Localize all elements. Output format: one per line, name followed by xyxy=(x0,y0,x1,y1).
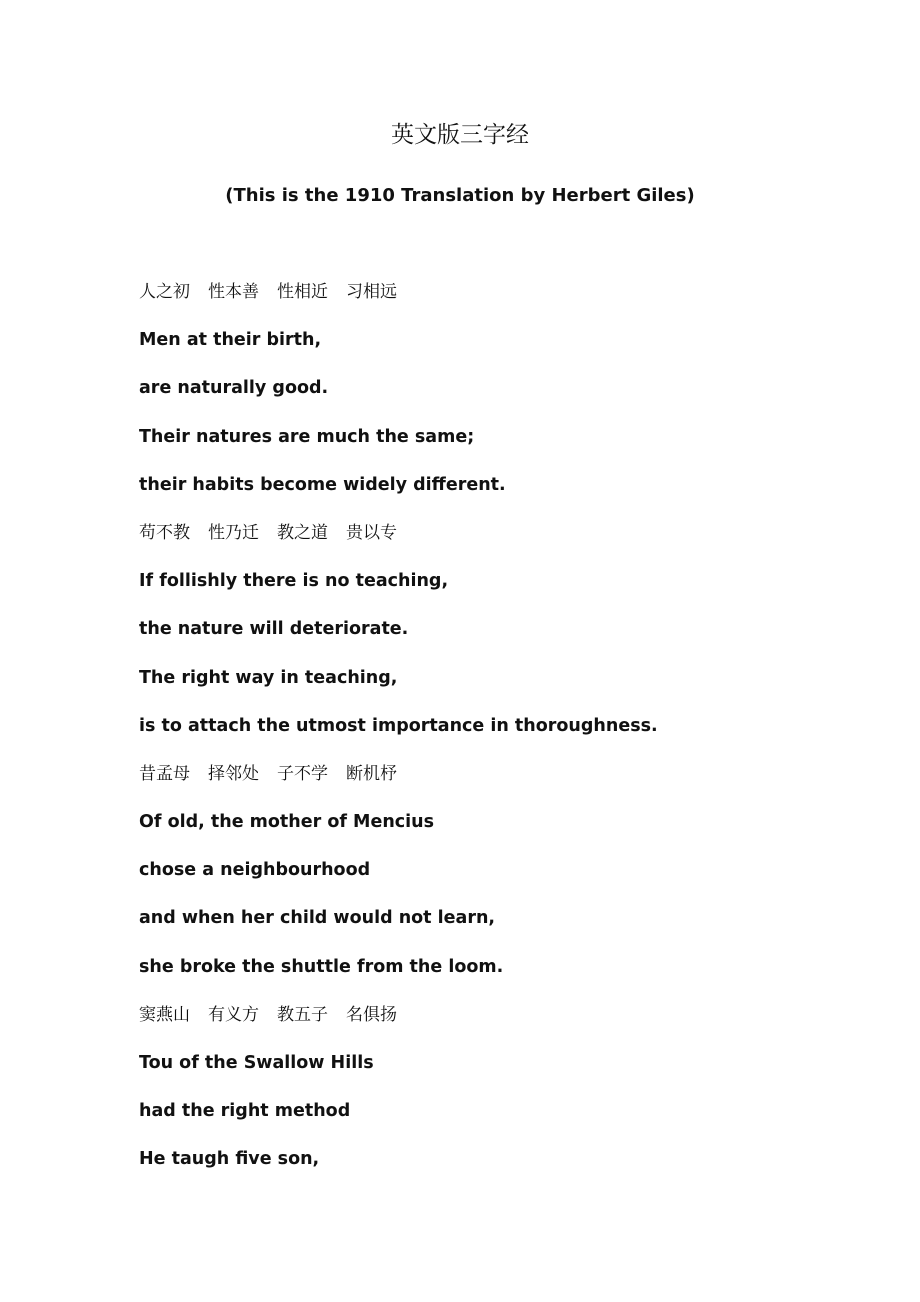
document-subtitle: (This is the 1910 Translation by Herbert Giles) xyxy=(225,185,695,206)
chinese-phrase: 择邻处 xyxy=(208,763,259,784)
english-verse-line: Of old, the mother of Mencius xyxy=(139,812,435,833)
english-verse-line: If follishly there is no teaching, xyxy=(139,571,449,592)
chinese-phrase: 人之初 xyxy=(139,282,190,302)
english-verse-line: chose a neighbourhood xyxy=(139,860,371,881)
chinese-verse-line xyxy=(139,761,879,809)
chinese-phrase: 性本善 xyxy=(208,282,259,302)
chinese-phrase: 教之道 xyxy=(277,522,328,543)
chinese-phrase: 名俱扬 xyxy=(346,1004,397,1025)
text-body xyxy=(139,279,879,1195)
english-verse-line: are naturally good. xyxy=(139,378,329,399)
english-verse-line: Tou of the Swallow Hills xyxy=(139,1053,374,1073)
english-verse-line: Their natures are much the same; xyxy=(139,426,475,447)
chinese-verse-line xyxy=(139,520,879,568)
chinese-phrase: 苟不教 xyxy=(139,522,190,543)
english-verse-line: their habits become widely different. xyxy=(139,474,506,495)
chinese-phrase: 贵以专 xyxy=(346,522,397,543)
english-verse-line: and when her child would not learn, xyxy=(139,908,496,929)
chinese-phrase: 昔孟母 xyxy=(139,763,190,784)
english-verse-line: He taugh five son, xyxy=(139,1149,320,1170)
chinese-verse-line xyxy=(139,1002,879,1050)
english-verse-line: is to attach the utmost importance in thoroughness. xyxy=(139,715,658,736)
chinese-phrase: 性相近 xyxy=(277,282,328,302)
chinese-phrase: 教五子 xyxy=(277,1004,328,1025)
english-verse-line: the nature will deteriorate. xyxy=(139,619,409,640)
english-verse-line: had the right method xyxy=(139,1101,351,1122)
english-verse-line: she broke the shuttle from the loom. xyxy=(139,956,504,977)
english-verse-line: The right way in teaching, xyxy=(139,667,398,688)
english-verse-line: Men at their birth, xyxy=(139,330,322,351)
document-title: 英文版三字经 xyxy=(391,122,529,148)
chinese-phrase: 习相远 xyxy=(346,282,397,302)
chinese-phrase: 断机杼 xyxy=(346,763,397,784)
chinese-phrase: 有义方 xyxy=(208,1004,259,1025)
chinese-phrase: 窦燕山 xyxy=(139,1004,190,1025)
chinese-phrase: 子不学 xyxy=(277,763,328,784)
chinese-verse-line xyxy=(139,279,879,327)
chinese-phrase: 性乃迁 xyxy=(208,522,259,543)
